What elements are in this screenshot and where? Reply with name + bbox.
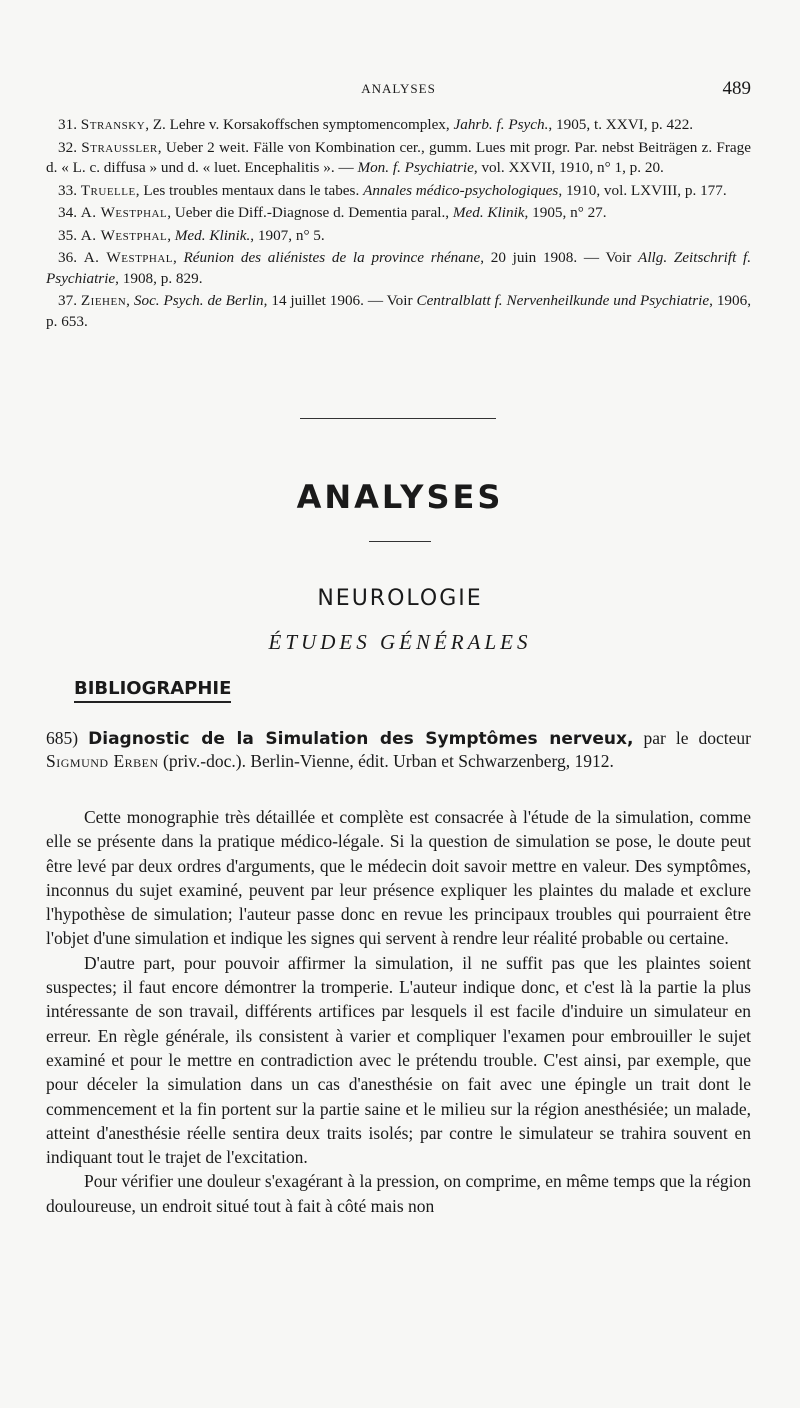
reference-item [46,181,751,202]
title-underline [369,541,431,542]
reference-item [46,248,751,289]
section-divider [300,418,496,419]
reference-text: , 1905, t. XXVI, p. 422. [548,116,694,133]
reference-list [46,115,751,334]
reference-journal: Allg. Zeitschrift f. Psychiatrie [46,249,752,287]
reference-text: , 1907, n° 5. [250,226,325,244]
reference-journal: Réunion des aliénistes de la province rhénane [183,249,481,266]
reference-author: A. Westphal [80,204,168,221]
reference-number: 32. [58,138,77,156]
reference-text: , [167,226,175,244]
reference-author: Truelle [80,181,136,199]
entry-number: 685) [46,728,79,748]
reference-text: , 1908, p. 829. [115,269,203,287]
reference-number: 35. [58,226,77,244]
section-heading: NEUROLOGIE [317,586,483,611]
reference-item [46,115,751,136]
entry-by: par le docteur [633,728,751,748]
reference-text: , 1905, n° 27. [524,204,607,221]
reference-journal: Centralblatt f. Nervenheilkunde und Psychiatrie [416,292,710,309]
reference-text: , 1906, p. 653. [46,292,752,330]
reference-author: Ziehen [80,292,127,309]
reference-text: , Les troubles mentaux dans le tabes. [135,181,364,199]
paragraph: D'autre part, pour pouvoir affirmer la simulation, il ne suffit pas que les plaintes soient suspectes; il faut encore démontrer la tromperie. L'auteur indique donc, et c'est là la partie la plus intéressante de son travail, différents artifices par lesquels il est facile d'induire un simulateur en erreur. En règle générale, ils consistent à varier et compliquer l'examen pour embrouiller le sujet examiné et pour le mettre en contradiction avec le prétendu trouble. C'est ainsi, par exemple, que pour déceler la simulation dans un cas d'anesthésie on fait avec une épingle un trait dont le commencement et la fin portent sur la partie saine et le milieu sur la région anesthésiée; un malade, atteint d'anesthésie réelle sentira deux traits isolés; par contre le simulateur se trahira souvent en indiquant tout le trajet de l'excitation. [46,952,751,1168]
reference-number: 37. [58,292,77,309]
reference-item [46,226,751,247]
reference-journal: Jahrb. f. Psych. [453,116,549,133]
entry-details: (priv.-doc.). Berlin-Vienne, édit. Urban et Schwarzenberg, 1912. [158,750,614,771]
reference-author: Stransky [80,116,146,133]
reference-item [46,203,751,224]
bibliography-heading: BIBLIOGRAPHIE [74,678,231,703]
reference-text: , Ueber die Diff.-Diagnose d. Dementia paral., [167,204,453,221]
reference-author: A. Westphal [83,249,174,266]
reference-number: 31. [58,116,77,133]
reference-item [46,291,751,332]
reference-text: , 20 juin 1908. — Voir [480,249,639,266]
paragraph: Pour vérifier une douleur s'exagérant à la pression, on comprime, en même temps que la région douloureuse, un endroit situé tout à fait à côté mais non [46,1171,751,1216]
reference-author: A. Westphal [80,226,168,244]
reference-text: , Ueber 2 weit. Fälle von Kombination cer., gumm. Lues mit progr. Par. nebst Beiträgen z. Frage d. « L. c. diffusa » und d. « luet. Encephalitis ». — [46,138,752,176]
reference-journal: Med. Klinik [452,204,525,221]
reference-journal: Soc. Psych. de Berlin [133,292,264,309]
reference-number: 36. [58,249,77,266]
review-body [46,805,751,1218]
paragraph: Cette monographie très détaillée et complète est consacrée à l'étude de la simulation, comme elle se présente dans la pratique médico-légale. Si la question de simulation se pose, le doute peut être levé par deux ordres d'arguments, que le médecin doit savoir mettre en valeur. Des symptômes, inconnus du sujet examiné, peuvent par leur présence expliquer les plaintes du malade et exclure l'hypothèse de simulation; l'auteur passe donc en revue les principaux troubles qui pourraient être l'objet d'une simulation et indique les signes qui servent à rendre leur réalité probable ou certaine. [46,807,751,949]
page-number: 489 [722,78,751,99]
running-head: ANALYSES [361,81,436,96]
reference-author: Straussler [81,138,158,156]
reference-text: , Z. Lehre v. Korsakoffschen symptomencomplex, [145,116,454,133]
reference-number: 33. [58,181,77,199]
bibliography-entry [46,728,751,772]
reference-text: , vol. XXVII, 1910, n° 1, p. 20. [473,159,664,176]
reference-journal: Mon. f. Psychiatrie [357,159,474,176]
page-title: ANALYSES [296,478,504,516]
entry-author: Sigmund Erben [46,750,159,771]
subsection-heading: ÉTUDES GÉNÉRALES [268,630,532,654]
reference-text: , [173,249,184,266]
entry-title: Diagnostic de la Simulation des Symptômes nerveux, [88,729,634,749]
reference-text: , 14 juillet 1906. — Voir [263,292,417,309]
page-header [46,78,751,100]
reference-text: , 1910, vol. LXVIII, p. 177. [558,181,727,199]
reference-item [46,138,751,179]
reference-number: 34. [58,204,77,221]
reference-journal: Med. Klinik. [174,226,251,244]
reference-journal: Annales médico-psychologiques [363,181,559,199]
reference-text: , [126,292,134,309]
